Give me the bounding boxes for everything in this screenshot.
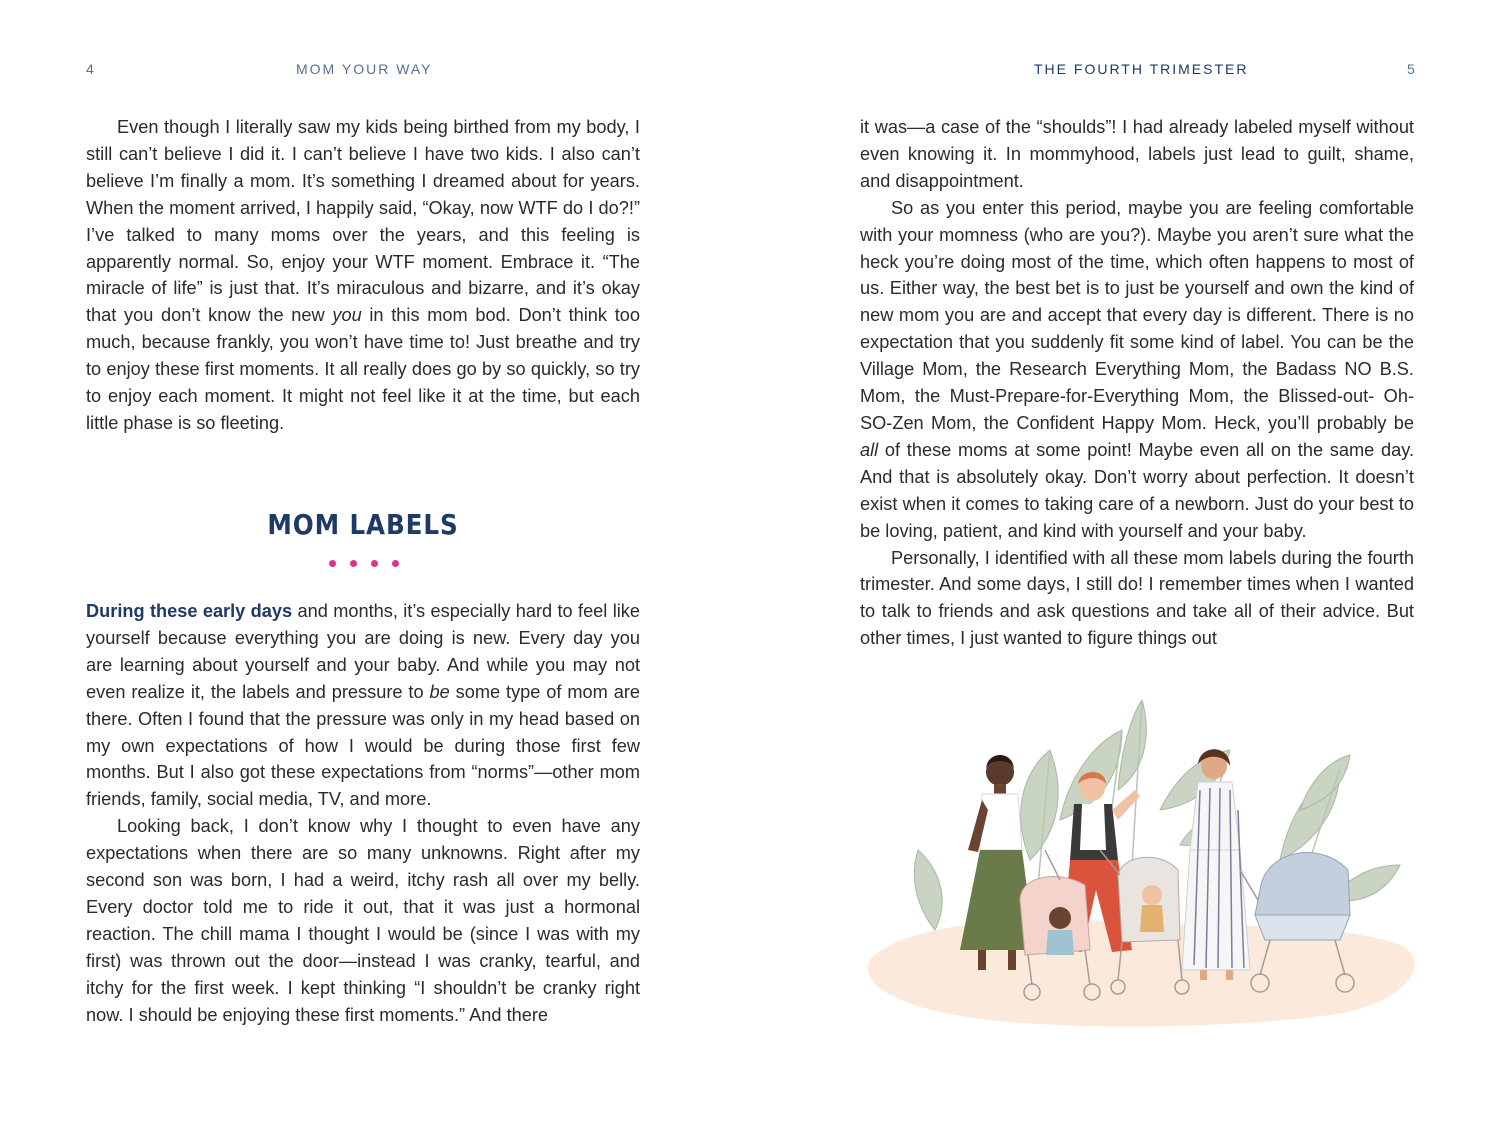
- paragraph-text: some type of mom are there. Often I found that the pressure was only in my head based on my own expectations of how I would be during those first few months. But I also got these expectations from “norms”—other mom friends, family, social media, TV, and more.: [86, 681, 640, 810]
- moms-with-strollers-illustration: [860, 700, 1420, 1040]
- paragraph: it was—a case of the “shoulds”! I had already labeled myself without even knowing it. In mommyhood, labels just lead to guilt, shame, and disappointment.: [860, 117, 1414, 191]
- section-title: MOM LABELS: [267, 508, 459, 541]
- paragraph: Personally, I identified with all these mom labels during the fourth trimester. And some days, I still do! I remember times when I wanted to talk to friends and ask questions and take all of their advice. But other times, I just wanted to figure things out: [860, 547, 1414, 649]
- paragraph-text: of these moms at some point! Maybe even all on the same day. And that is absolutely okay. Don’t worry about perfection. It doesn’t exist when it comes to taking care of a newborn. Just do your best to be loving, patient, and kind with yourself and your baby.: [860, 439, 1414, 541]
- ornament-dot: [329, 560, 336, 567]
- paragraph-emphasis: all: [860, 439, 879, 460]
- ornament-dot: [350, 560, 357, 567]
- paragraph-text: So as you enter this period, maybe you are feeling comfortable with your momness (who are you?). Maybe you aren’t sure what the heck you’re doing most of the time, which often happens to most of us. Either way, the best bet is to just be yourself and own the kind of new mom you are and accept that every day is different. There is no expectation that you suddenly fit some kind of label. You can be the Village Mom, the Research Everything Mom, the Badass NO B.S. Mom, the Must-Prepare-for-Everything Mom, the Blissed-out- Oh-SO-Zen Mom, the Confident Happy Mom. Heck, you’ll probably be: [860, 197, 1414, 433]
- paragraph-text: and months, it’s especially hard to feel like yourself because everything you are doing is new. Every day you are learning about yourself and your baby. And while you may not even realize it, the labels and pressure to: [86, 601, 640, 702]
- intro-text-a: Even though I literally saw my kids being birthed from my body, I still can’t believe I did it. I can’t believe I have two kids. I also can’t believe I’m finally a mom. It’s something I dreamed about for years. When the moment arrived, I happily said, “Okay, now WTF do I do?!” I’ve talked to many moms over the years, and this feeling is apparently normal. So, enjoy your WTF moment. Embrace it. “The miracle of life” is just that. It’s miraculous and bizarre, and it’s okay that you don’t know the new: [86, 117, 640, 326]
- page-number: 5: [1407, 61, 1417, 77]
- paragraph: Looking back, I don’t know why I thought to even have any expectations when there are so many unknowns. Right after my second son was born, I had a weird, itchy rash all over my belly. Every doctor told me to ride it out, that it was just a hormonal reaction. The chill mama I thought I would be (since I was with my first) was thrown out the door—instead I was cranky, tearful, and itchy for the first week. I kept thinking “I shouldn’t be cranky right now. I should be enjoying these first moments.” And there: [86, 816, 640, 1025]
- section-body: [86, 598, 640, 1029]
- intro-text: [86, 114, 640, 437]
- right-body: [860, 114, 1414, 652]
- ornament-dot: [371, 560, 378, 567]
- paragraph-emphasis: be: [429, 681, 450, 702]
- running-head: THE FOURTH TRIMESTER: [1034, 61, 1249, 77]
- lead-in: During these early days: [86, 601, 293, 621]
- running-head: MOM YOUR WAY: [296, 61, 433, 77]
- intro-emphasis: you: [332, 305, 362, 326]
- paragraph: [860, 195, 1414, 545]
- intro-text-b: in this mom bod. Don’t think too much, because frankly, you won’t have time to! Just breathe and try to enjoy these first moments. It all really does go by so quickly, so try to enjoy each moment. It might not feel like it at the time, but each little phase is so fleeting.: [86, 305, 640, 433]
- ornament-dot: [392, 560, 399, 567]
- intro-paragraph: [86, 114, 640, 437]
- paragraph: [86, 598, 640, 813]
- page-number: 4: [86, 61, 96, 77]
- section-ornament: [329, 560, 399, 567]
